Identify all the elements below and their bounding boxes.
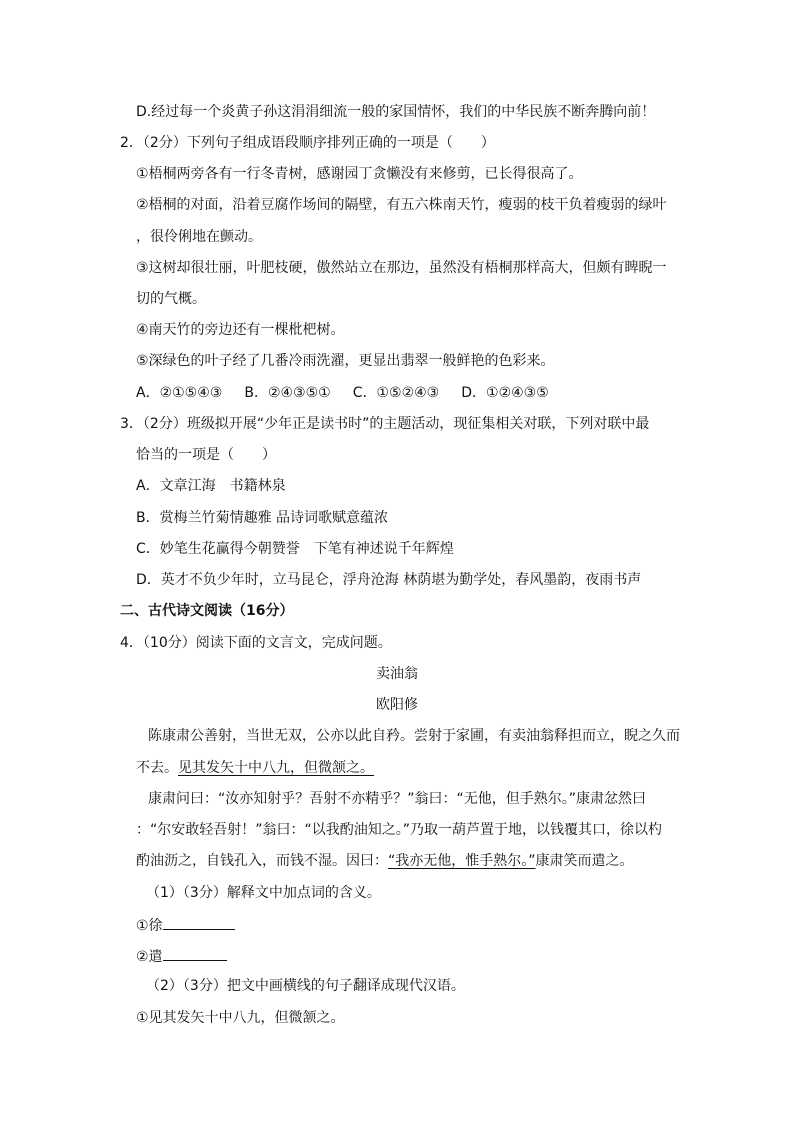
sub-question-2a: ①见其发矢十中八九，但微颔之。 (136, 1010, 345, 1026)
passage-text: 不去。 (136, 760, 178, 776)
answer-blank[interactable] (163, 915, 235, 930)
q2-sentence-5: ⑤深绿色的叶子经了几番冷雨洗濯，更显出翡翠一般鲜艳的色彩来。 (136, 353, 555, 369)
passage-text: 酌油沥之，自钱孔入，而钱不湿。因曰： (136, 853, 388, 869)
q2-option-b[interactable]: B．②④③⑤① (244, 385, 331, 401)
q2-sentence-1: ①梧桐两旁各有一行冬青树，感谢园丁贪懒没有来修剪，已长得很高了。 (136, 166, 583, 182)
q1-option-d: D.经过每一个炎黄子孙这涓涓细流一般的家国情怀，我们的中华民族不断奔腾向前！ (136, 104, 656, 120)
passage-para-1-cont (136, 759, 374, 777)
q2-sentence-3-cont: 切的气概。 (136, 291, 206, 307)
q2-sentence-2: ②梧桐的对面，沿着豆腐作场间的隔壁，有五六株南天竹，瘦弱的枝干负着瘦弱的绿叶 (136, 197, 667, 213)
q3-option-d[interactable]: D．英才不负少年时，立马昆仑，浮舟沧海 林荫堪为勤学处，春风墨韵，夜雨书声 (136, 572, 642, 588)
q3-option-c[interactable]: C．妙笔生花赢得今朝赞誉 下笔有神述说千年辉煌 (136, 541, 454, 557)
sub-question-1b (136, 946, 227, 966)
q2-sentence-4: ④南天竹的旁边还有一棵枇杷树。 (136, 322, 345, 338)
passage-text: 康肃笑而遣之。 (535, 853, 634, 869)
q4-stem: 4．（10分）阅读下面的文言文，完成问题。 (120, 635, 392, 651)
sub-question-2: （2）（3分）把文中画横线的句子翻译成现代汉语。 (146, 978, 465, 994)
q3-stem-cont: 恰当的一项是（ ） (136, 447, 276, 463)
q2-option-d[interactable]: D．①②④③⑤ (461, 385, 549, 401)
q3-option-a[interactable]: A．文章江海 书籍林泉 (136, 478, 286, 494)
poem-author: 欧阳修 (376, 697, 418, 713)
underlined-sentence-1: 见其发矢十中八九，但微颔之。 (178, 760, 374, 776)
sub-question-1a (136, 915, 235, 935)
word-label: ①徐 (136, 918, 163, 934)
word-label: ②遣 (136, 949, 163, 965)
q2-option-a[interactable]: A．②①⑤④③ (136, 385, 223, 401)
q3-option-b[interactable]: B．赏梅兰竹菊情趣雅 品诗词歌赋意蕴浓 (136, 510, 389, 526)
section-2-title: 二、古代诗文阅读（16分） (120, 603, 294, 619)
q2-sentence-2-cont: ，很伶俐地在颤动。 (136, 229, 262, 245)
q2-option-c[interactable]: C．①⑤②④③ (352, 385, 440, 401)
passage-para-2-end (136, 852, 634, 870)
sub-question-1: （1）（3分）解释文中加点词的含义。 (146, 885, 381, 901)
passage-para-2-cont: ：“尔安敢轻吾射！”翁曰：“以我酌油知之。”乃取一葫芦置于地，以钱覆其口，徐以杓 (136, 822, 663, 838)
poem-title: 卖油翁 (376, 666, 418, 682)
q2-stem: 2．（2分）下列句子组成语段顺序排列正确的一项是（ ） (120, 135, 495, 151)
q2-sentence-3: ③这树却很壮丽，叶肥枝硬，傲然站立在那边，虽然没有梧桐那样高大，但颇有睥睨一 (136, 260, 667, 276)
passage-para-2: 康肃问曰：“汝亦知射乎？吾射不亦精乎？”翁曰：“无他，但手熟尔。”康肃忿然曰 (148, 791, 647, 807)
q2-options (136, 384, 571, 402)
passage-para-1: 陈康肃公善射，当世无双，公亦以此自矜。尝射于家圃，有卖油翁释担而立，睨之久而 (148, 728, 680, 744)
answer-blank[interactable] (163, 946, 227, 961)
q3-stem: 3．（2分）班级拟开展“少年正是读书时”的主题活动，现征集相关对联，下列对联中最 (120, 416, 650, 432)
underlined-sentence-2: “我亦无他，惟手熟尔。” (388, 853, 536, 869)
